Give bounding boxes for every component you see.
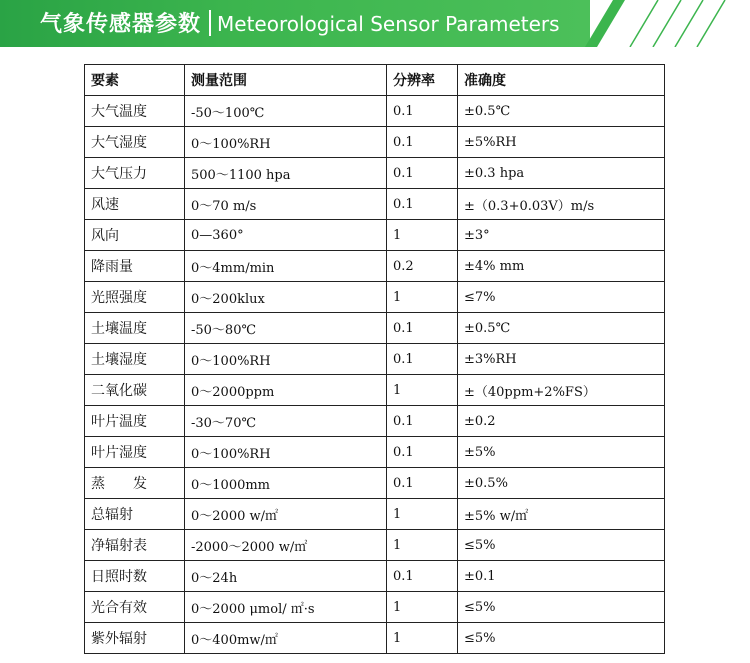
cell-range: 0～4mm/min	[185, 251, 387, 282]
cell-accuracy: ±0.5℃	[458, 313, 665, 344]
cell-resolution: 0.1	[387, 96, 458, 127]
cell-accuracy: ±4% mm	[458, 251, 665, 282]
cell-resolution: 0.1	[387, 127, 458, 158]
table-row	[85, 561, 665, 592]
cell-range: 0～2000ppm	[185, 375, 387, 406]
cell-element: 大气湿度	[85, 127, 185, 158]
cell-accuracy: ±（40ppm+2%FS）	[458, 375, 665, 406]
table-row	[85, 189, 665, 220]
cell-range: 0～400mw/㎡	[185, 623, 387, 654]
header-banner	[0, 0, 750, 47]
table-row	[85, 96, 665, 127]
table-row	[85, 158, 665, 189]
cell-accuracy: ±5%RH	[458, 127, 665, 158]
cell-accuracy: ≤5%	[458, 530, 665, 561]
cell-resolution: 0.1	[387, 158, 458, 189]
table-body	[85, 96, 665, 654]
header-accuracy: 准确度	[458, 65, 665, 96]
table-row	[85, 530, 665, 561]
cell-resolution: 0.2	[387, 251, 458, 282]
title-english: Meteorological Sensor Parameters	[217, 12, 560, 36]
cell-element: 风速	[85, 189, 185, 220]
table-row	[85, 406, 665, 437]
cell-range: -50～100℃	[185, 96, 387, 127]
cell-resolution: 1	[387, 592, 458, 623]
cell-element: 土壤温度	[85, 313, 185, 344]
cell-range: 0～2000 μmol/ ㎡·s	[185, 592, 387, 623]
table-row	[85, 251, 665, 282]
table-row	[85, 375, 665, 406]
cell-accuracy: ±0.5%	[458, 468, 665, 499]
cell-range: -2000～2000 w/㎡	[185, 530, 387, 561]
cell-accuracy: ≤7%	[458, 282, 665, 313]
cell-accuracy: ±0.3 hpa	[458, 158, 665, 189]
cell-accuracy: ≤5%	[458, 623, 665, 654]
cell-resolution: 1	[387, 530, 458, 561]
table-row	[85, 437, 665, 468]
cell-element: 叶片温度	[85, 406, 185, 437]
cell-range: -30～70℃	[185, 406, 387, 437]
cell-element: 紫外辐射	[85, 623, 185, 654]
header-resolution: 分辨率	[387, 65, 458, 96]
cell-range: 0～1000mm	[185, 468, 387, 499]
cell-accuracy: ±3%RH	[458, 344, 665, 375]
title-separator	[209, 10, 211, 36]
cell-element: 光合有效	[85, 592, 185, 623]
cell-element: 光照强度	[85, 282, 185, 313]
cell-accuracy: ±3°	[458, 220, 665, 251]
cell-range: 0—360°	[185, 220, 387, 251]
table-row	[85, 220, 665, 251]
parameters-table	[84, 64, 665, 654]
table-row	[85, 127, 665, 158]
cell-element: 日照时数	[85, 561, 185, 592]
cell-resolution: 0.1	[387, 468, 458, 499]
cell-element: 大气压力	[85, 158, 185, 189]
cell-resolution: 0.1	[387, 344, 458, 375]
table-row	[85, 313, 665, 344]
table-row	[85, 344, 665, 375]
cell-element: 叶片湿度	[85, 437, 185, 468]
cell-accuracy: ±0.2	[458, 406, 665, 437]
cell-resolution: 1	[387, 623, 458, 654]
cell-element: 降雨量	[85, 251, 185, 282]
cell-resolution: 0.1	[387, 437, 458, 468]
table-header-row	[85, 65, 665, 96]
decorative-stripes	[575, 0, 750, 47]
cell-range: 0～100%RH	[185, 437, 387, 468]
cell-element: 风向	[85, 220, 185, 251]
header-element: 要素	[85, 65, 185, 96]
cell-accuracy: ±5%	[458, 437, 665, 468]
cell-range: 0～100%RH	[185, 127, 387, 158]
table-row	[85, 592, 665, 623]
cell-accuracy: ±0.1	[458, 561, 665, 592]
cell-accuracy: ≤5%	[458, 592, 665, 623]
cell-range: -50～80℃	[185, 313, 387, 344]
cell-accuracy: ±（0.3+0.03V）m/s	[458, 189, 665, 220]
cell-accuracy: ±0.5℃	[458, 96, 665, 127]
cell-range: 0～24h	[185, 561, 387, 592]
cell-element: 总辐射	[85, 499, 185, 530]
title-chinese: 气象传感器参数	[40, 12, 202, 37]
cell-range: 0～100%RH	[185, 344, 387, 375]
cell-resolution: 1	[387, 375, 458, 406]
cell-element: 蒸 发	[85, 468, 185, 499]
header-range: 测量范围	[185, 65, 387, 96]
cell-resolution: 1	[387, 220, 458, 251]
cell-accuracy: ±5% w/㎡	[458, 499, 665, 530]
cell-resolution: 1	[387, 282, 458, 313]
table-row	[85, 282, 665, 313]
cell-range: 0～70 m/s	[185, 189, 387, 220]
cell-resolution: 1	[387, 499, 458, 530]
cell-element: 大气温度	[85, 96, 185, 127]
cell-range: 0～200klux	[185, 282, 387, 313]
cell-element: 土壤湿度	[85, 344, 185, 375]
cell-resolution: 0.1	[387, 313, 458, 344]
cell-resolution: 0.1	[387, 406, 458, 437]
table-row	[85, 623, 665, 654]
cell-resolution: 0.1	[387, 561, 458, 592]
cell-range: 0～2000 w/㎡	[185, 499, 387, 530]
cell-element: 二氧化碳	[85, 375, 185, 406]
cell-element: 净辐射表	[85, 530, 185, 561]
cell-range: 500～1100 hpa	[185, 158, 387, 189]
banner-title	[40, 9, 560, 39]
cell-resolution: 0.1	[387, 189, 458, 220]
table-row	[85, 499, 665, 530]
table-row	[85, 468, 665, 499]
